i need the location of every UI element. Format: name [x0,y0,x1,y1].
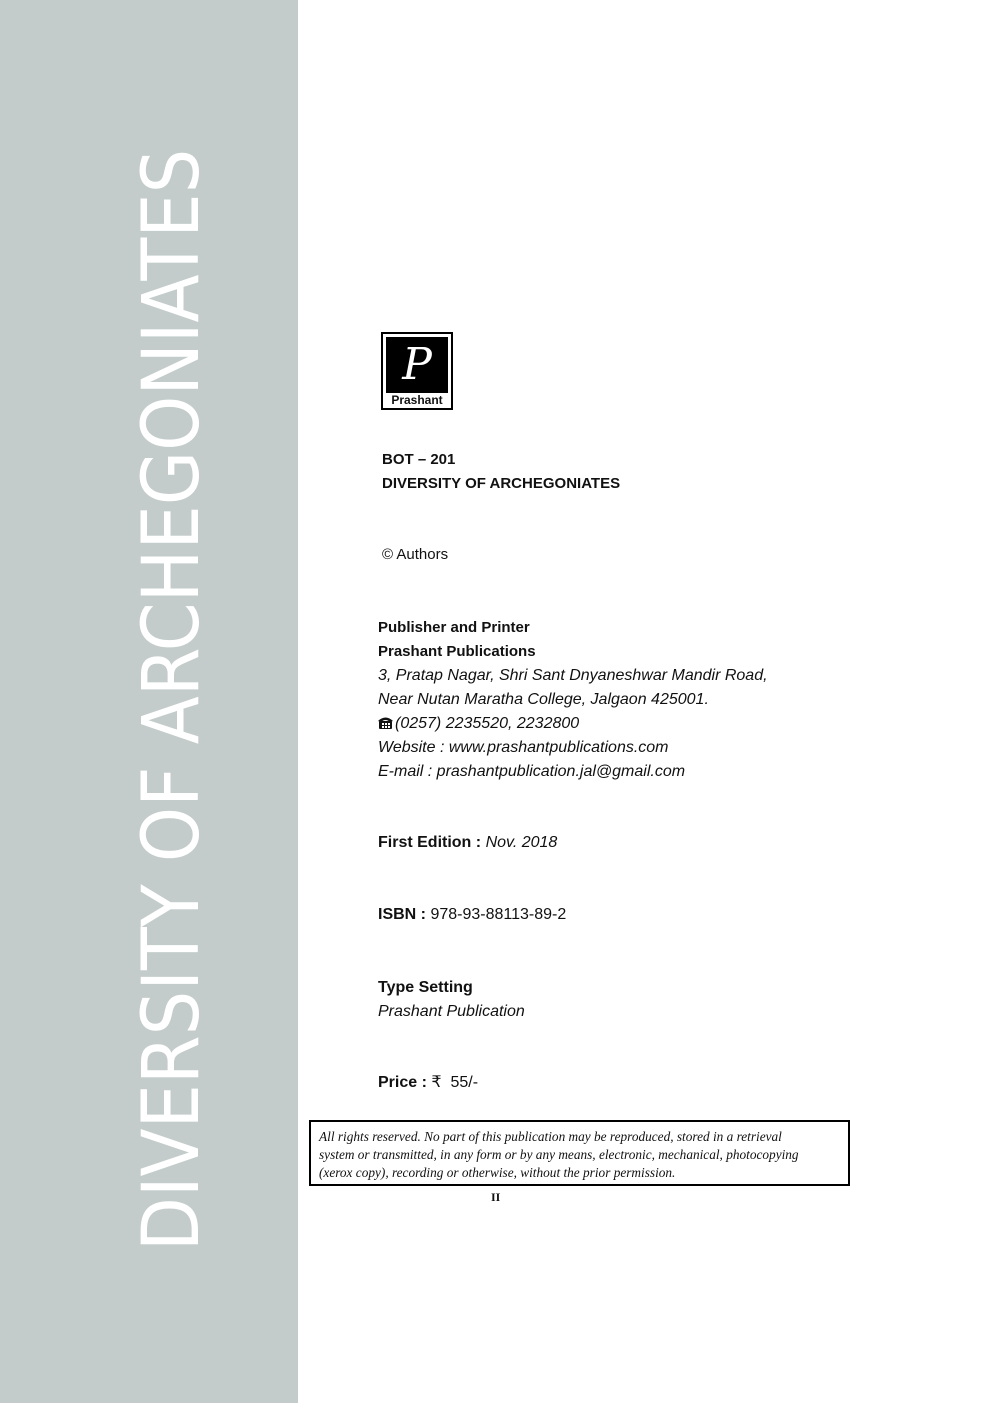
publisher-name: Prashant Publications [378,643,536,660]
phone-line [378,715,579,732]
isbn-line [378,907,566,923]
spine-title: DIVERSITY OF ARCHEGONIATES [127,148,217,1252]
copyright: © Authors [382,546,449,563]
telephone-icon [378,715,393,730]
address-line-2: Near Nutan Maratha College, Jalgaon 425001. [378,691,709,708]
logo-word: Prashant [391,393,443,407]
website: Website : www.prashantpublications.com [378,739,669,756]
price-label: Price : [378,1074,427,1091]
edition-value: Nov. 2018 [485,834,558,851]
rights-notice [309,1120,850,1186]
edition-label: First Edition : [378,834,482,851]
typesetting-value: Prashant Publication [378,1003,525,1020]
logo-mark [386,337,448,393]
logo-letter: P [402,339,432,390]
rights-notice-line-1: All rights reserved. No part of this publication may be reproduced, stored in a retrieval [319,1129,782,1144]
address-line-1: 3, Pratap Nagar, Shri Sant Dnyaneshwar Mandir Road, [378,667,768,684]
book-code: BOT – 201 [382,451,456,468]
book-title: DIVERSITY OF ARCHEGONIATES [382,475,621,492]
edition-line [378,835,557,851]
isbn-label: ISBN : [378,906,426,923]
rights-notice-line-3: (xerox copy), recording or otherwise, without the prior permission. [319,1165,676,1180]
publisher-heading: Publisher and Printer [378,619,530,636]
isbn-value: 978-93-88113-89-2 [430,906,567,923]
price-value: ₹ 55/- [431,1074,479,1091]
email: E-mail : prashantpublication.jal@gmail.com [378,763,686,780]
page-number: II [491,1190,501,1204]
price-line [378,1075,478,1091]
phone-number: (0257) 2235520, 2232800 [395,715,580,732]
typesetting-label: Type Setting [378,979,473,996]
publisher-logo [381,332,453,410]
rights-notice-line-2: system or transmitted, in any form or by any means, electronic, mechanical, photocopying [319,1147,799,1162]
